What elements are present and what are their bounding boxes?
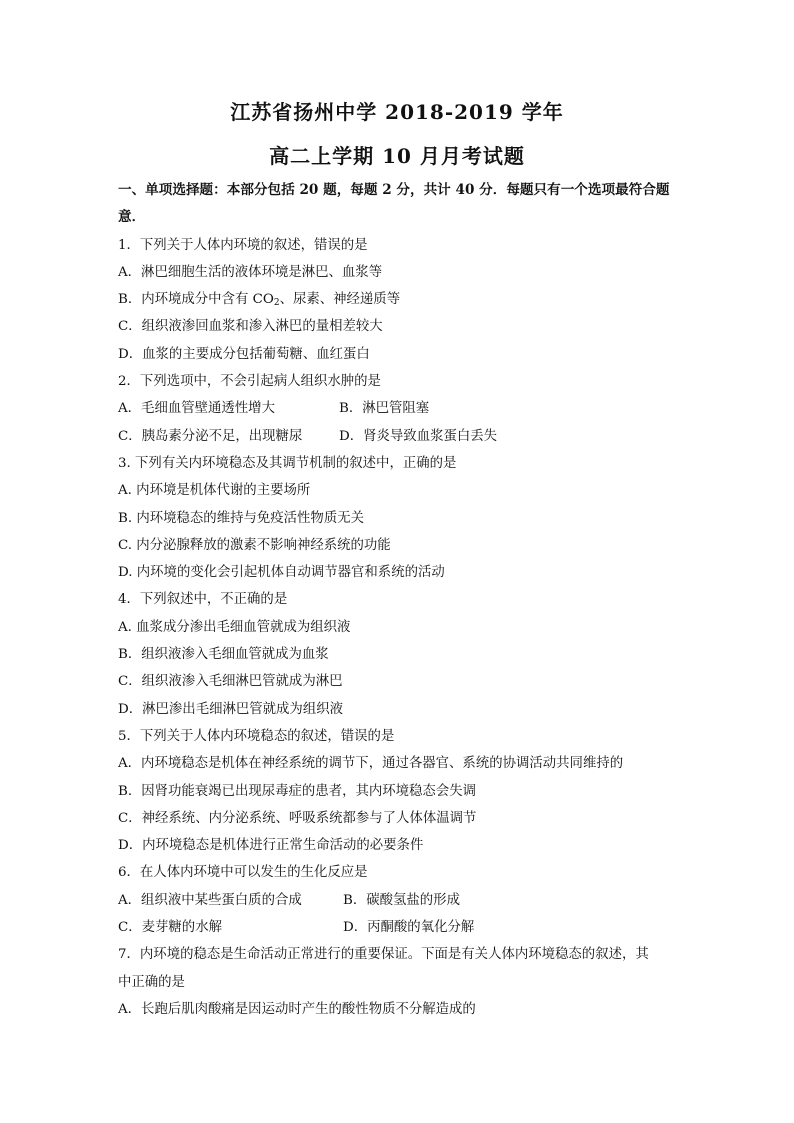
co2-subscript: 2 (273, 298, 280, 309)
question-3-stem: 3. 下列有关内环境稳态及其调节机制的叙述中，正确的是 (118, 455, 457, 471)
question-6-option-b: B．碳酸氢盐的形成 (343, 892, 460, 908)
question-4-stem: 4．下列叙述中，不正确的是 (118, 592, 288, 608)
question-4-option-d: D．淋巴渗出毛细淋巴管就成为组织液 (118, 701, 343, 717)
question-2-option-b: B．淋巴管阻塞 (339, 401, 430, 417)
question-1-option-a: A．淋巴细胞生活的液体环境是淋巴、血浆等 (118, 264, 383, 280)
question-2-option-c: C．胰岛素分泌不足，出现糖尿 (118, 428, 303, 444)
question-4-option-b: B．组织液渗入毛细血管就成为血浆 (118, 647, 329, 663)
question-2-options-cd (118, 423, 684, 450)
question-7-stem-cont: 中正确的是 (118, 974, 185, 990)
question-3-option-d: D. 内环境的变化会引起机体自动调节器官和系统的活动 (118, 565, 445, 581)
question-3-option-a: A. 内环境是机体代谢的主要场所 (118, 483, 311, 499)
option-b-text-pre: B．内环境成分中含有 CO (118, 292, 274, 308)
question-4-option-c: C．组织液渗入毛细淋巴管就成为淋巴 (118, 674, 343, 690)
question-5-option-c: C．神经系统、内分泌系统、呼吸系统都参与了人体体温调节 (118, 810, 477, 826)
exam-title: 江苏省扬州中学 2018-2019 学年 (230, 100, 564, 124)
question-1-option-b (118, 286, 684, 313)
question-7-stem: 7．内环境的稳态是生命活动正常进行的重要保证。下面是有关人体内环境稳态的叙述，其 (118, 947, 649, 963)
question-1-stem: 1．下列关于人体内环境的叙述，错误的是 (118, 237, 368, 253)
question-5-option-a: A．内环境稳态是机体在神经系统的调节下，通过各器官、系统的协调活动共同维持的 (118, 756, 624, 772)
question-4-option-a: A. 血浆成分渗出毛细血管就成为组织液 (118, 619, 351, 635)
exam-content (118, 177, 684, 1023)
question-2-option-d: D．肾炎导致血浆蛋白丢失 (339, 428, 498, 444)
question-2-stem: 2．下列选项中，不会引起病人组织水肿的是 (118, 374, 381, 390)
question-6-option-a: A．组织液中某些蛋白质的合成 (118, 892, 302, 908)
question-5-option-d: D．内环境稳态是机体进行正常生命活动的必要条件 (118, 838, 424, 854)
question-3-option-b: B. 内环境稳态的维持与免疫活性物质无关 (118, 510, 364, 526)
question-7-option-a: A．长跑后肌肉酸痛是因运动时产生的酸性物质不分解造成的 (118, 1001, 476, 1017)
question-1-option-d: D．血浆的主要成分包括葡萄糖、血红蛋白 (118, 346, 370, 362)
question-2-option-a: A．毛细血管壁通透性增大 (118, 401, 275, 417)
exam-subtitle: 高二上学期 10 月月考试题 (269, 144, 525, 168)
question-6-stem: 6．在人体内环境中可以发生的生化反应是 (118, 865, 368, 881)
question-6-option-c: C．麦芽糖的水解 (118, 920, 222, 936)
question-6-options-cd (118, 914, 684, 941)
section-instructions-cont: 意． (118, 209, 146, 226)
question-3-option-c: C. 内分泌腺释放的激素不影响神经系统的功能 (118, 537, 391, 553)
question-5-stem: 5．下列关于人体内环境稳态的叙述，错误的是 (118, 728, 395, 744)
question-2-options-ab (118, 395, 684, 422)
section-instructions: 一、单项选择题：本部分包括 20 题，每题 2 分，共计 40 分．每题只有一个选项最符合题 (118, 182, 670, 198)
option-b-text-post: 、尿素、神经递质等 (279, 292, 401, 308)
question-6-option-d: D．丙酮酸的氧化分解 (343, 920, 475, 936)
question-5-option-b: B．因肾功能衰竭已出现尿毒症的患者，其内环境稳态会失调 (118, 783, 476, 799)
question-1-option-c: C．组织液渗回血浆和渗入淋巴的量相差较大 (118, 319, 383, 335)
question-6-options-ab (118, 887, 684, 914)
